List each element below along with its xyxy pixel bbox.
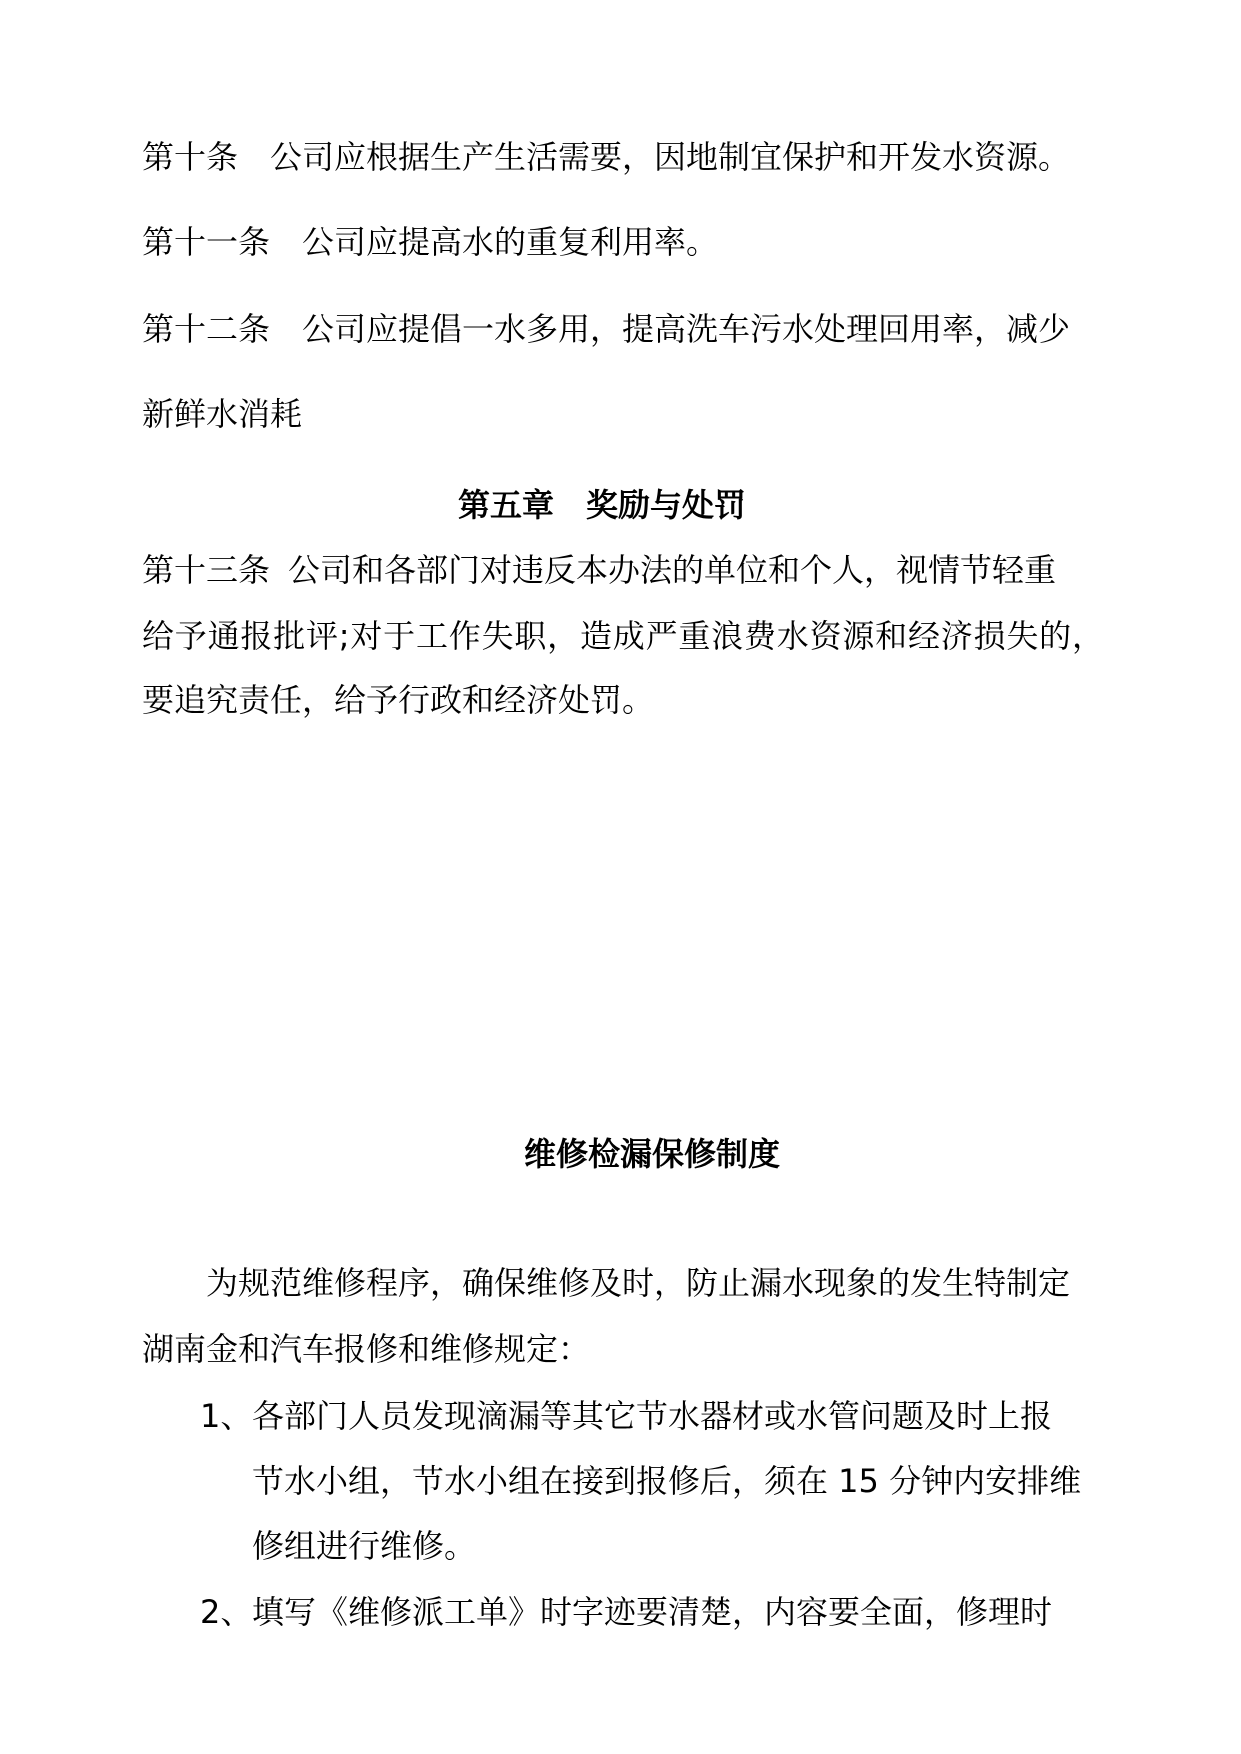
maintenance-policy-title: 维修检漏保修制度 [524, 1135, 781, 1173]
article-10-label: 第十条 [142, 138, 239, 176]
maintenance-item-2-line-1: 填写《维修派工单》时字迹要清楚，内容要全面，修理时 [252, 1593, 1053, 1631]
chapter-five-number: 第五章 [458, 486, 555, 524]
article-12-label: 第十二条 [142, 310, 271, 348]
chapter-five-heading [458, 485, 746, 525]
article-12-line-2: 新鲜水消耗 [142, 395, 303, 433]
maintenance-intro-line-1: 为规范维修程序，确保维修及时，防止漏水现象的发生特制定 [206, 1264, 1071, 1302]
article-13-label: 第十三条 [142, 551, 271, 589]
maintenance-item-1-line-1: 各部门人员发现滴漏等其它节水器材或水管问题及时上报 [252, 1397, 1053, 1435]
article-11-label: 第十一条 [142, 223, 271, 261]
article-11-line [142, 222, 718, 262]
maintenance-item-1-line-3: 修组进行维修。 [252, 1527, 477, 1565]
maintenance-item-1-number: 1、 [200, 1397, 253, 1435]
maintenance-item-2-number: 2、 [200, 1593, 253, 1631]
article-13-text-1: 公司和各部门对违反本办法的单位和个人，视情节轻重 [288, 551, 1057, 589]
article-13-line-3: 要追究责任，给予行政和经济处罚。 [142, 681, 655, 719]
article-12-line-1 [142, 309, 1070, 349]
article-12-text-1: 公司应提倡一水多用，提高洗车污水处理回用率，减少 [302, 310, 1071, 348]
article-10-text: 公司应根据生产生活需要，因地制宜保护和开发水资源。 [270, 138, 1071, 176]
article-13-line-1 [142, 550, 1056, 590]
maintenance-item-1-line-2: 节水小组，节水小组在接到报修后，须在 15 分钟内安排维 [252, 1462, 1082, 1500]
article-13-line-2: 给予通报批评;对于工作失职，造成严重浪费水资源和经济损失的， [142, 617, 1104, 655]
article-10-line [142, 137, 1070, 177]
maintenance-intro-line-2: 湖南金和汽车报修和维修规定： [142, 1330, 591, 1368]
article-11-text: 公司应提高水的重复利用率。 [302, 223, 719, 261]
chapter-five-title: 奖励与处罚 [586, 486, 747, 524]
